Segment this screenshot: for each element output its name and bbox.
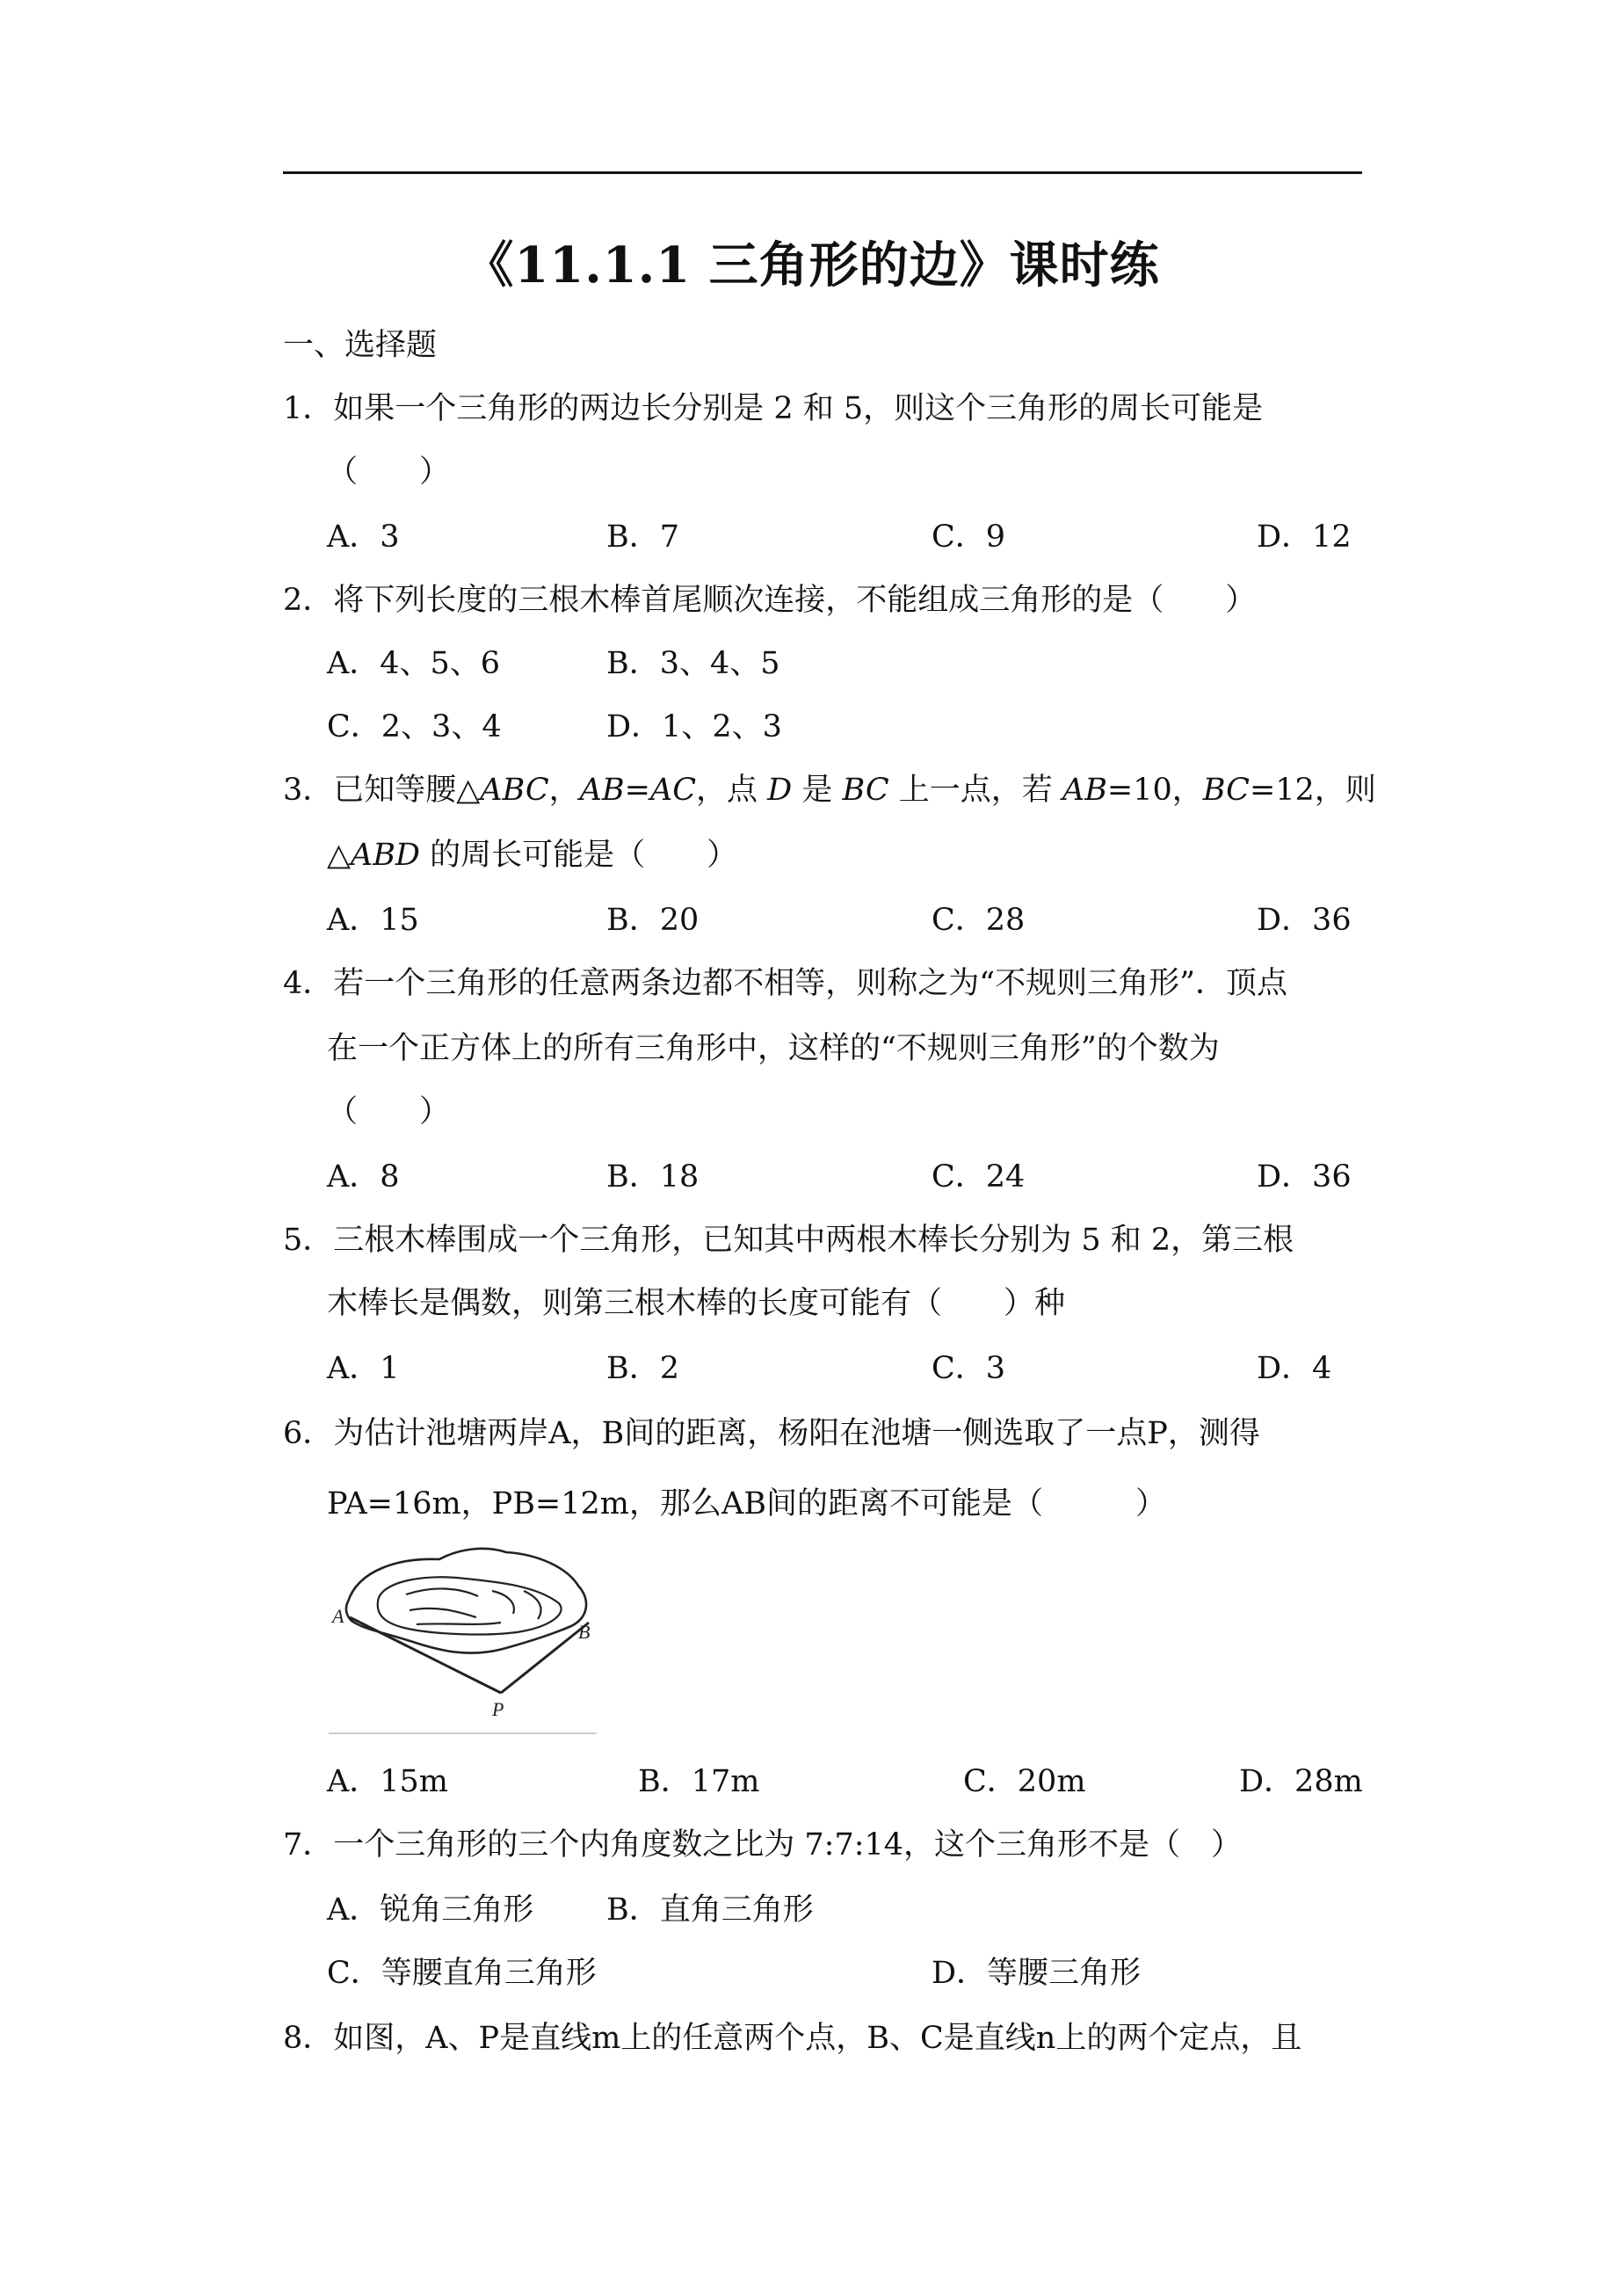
label-b: B — [578, 1621, 591, 1643]
q6-option-c: C．20m — [963, 1764, 1086, 1799]
q4-option-a: A．8 — [327, 1159, 400, 1195]
pond-wave-4 — [492, 1591, 514, 1614]
q2-stem: 2．将下列长度的三根木棒首尾顺次连接，不能组成三角形的是（ ） — [283, 583, 1257, 618]
page-title: 《11.1.1 三角形的边》课时练 — [464, 236, 1160, 294]
q6-stem-line2: PA=16m，PB=12m，那么AB间的距离不可能是（ ） — [327, 1486, 1166, 1522]
q7-stem: 7．一个三角形的三个内角度数之比为 7:7:14，这个三角形不是（ ） — [283, 1827, 1243, 1863]
q3-stem-line2: △ABD 的周长可能是（ ） — [327, 838, 738, 873]
q1-answer-paren: （ ） — [327, 454, 451, 490]
q3-stem-line1: 3．已知等腰△ABC，AB=AC，点 D 是 BC 上一点，若 AB=10，BC=12，则 — [283, 773, 1376, 808]
label-p: P — [492, 1698, 504, 1720]
q7-option-d: D．等腰三角形 — [932, 1956, 1142, 1991]
q3-option-b: B．20 — [606, 903, 700, 938]
q5-stem-line1: 5．三根木棒围成一个三角形，已知其中两根木棒长分别为 5 和 2，第三根 — [283, 1223, 1294, 1258]
pond-wave-3 — [417, 1623, 501, 1624]
q5-option-a: A．1 — [327, 1351, 400, 1386]
q6-stem-line1: 6．为估计池塘两岸A，B间的距离，杨阳在池塘一侧选取了一点P，测得 — [283, 1416, 1260, 1451]
q4-option-c: C．24 — [932, 1159, 1026, 1195]
pond-wave-2 — [410, 1609, 476, 1617]
q2-option-b: B．3、4、5 — [606, 646, 780, 681]
q1-option-a: A．3 — [327, 519, 400, 555]
q4-option-b: B．18 — [606, 1159, 700, 1195]
q2-option-d: D．1、2、3 — [606, 709, 782, 744]
q3-option-a: A．15 — [327, 903, 419, 938]
q4-option-d: D．36 — [1257, 1159, 1352, 1195]
q1-option-d: D．12 — [1257, 519, 1352, 555]
q6-option-d: D．28m — [1239, 1764, 1363, 1799]
q5-stem-line2: 木棒长是偶数，则第三根木棒的长度可能有（ ）种 — [327, 1286, 1066, 1321]
q5-option-b: B．2 — [606, 1351, 679, 1386]
label-a: A — [332, 1605, 344, 1627]
pond-wave-1 — [406, 1588, 478, 1596]
header-rule — [283, 171, 1362, 174]
q3-option-c: C．28 — [932, 903, 1026, 938]
q7-option-c: C．等腰直角三角形 — [327, 1956, 597, 1991]
q5-option-c: C．3 — [932, 1351, 1006, 1386]
pond-figure — [329, 1540, 601, 1742]
q1-stem: 1．如果一个三角形的两边长分别是 2 和 5，则这个三角形的周长可能是 — [283, 391, 1264, 426]
q3-option-d: D．36 — [1257, 903, 1352, 938]
q2-option-a: A．4、5、6 — [327, 646, 501, 681]
pond-wave-5 — [524, 1591, 540, 1619]
q7-option-a: A．锐角三角形 — [327, 1892, 534, 1928]
q4-answer-paren: （ ） — [327, 1094, 451, 1129]
q7-option-b: B．直角三角形 — [606, 1892, 814, 1928]
pond-outline — [346, 1549, 586, 1653]
segment-pa — [350, 1617, 501, 1693]
q1-option-c: C．9 — [932, 519, 1006, 555]
q8-stem: 8．如图，A、P是直线m上的任意两个点，B、C是直线n上的两个定点，且 — [283, 2021, 1302, 2056]
q4-stem-line2: 在一个正方体上的所有三角形中，这样的“不规则三角形”的个数为 — [327, 1031, 1220, 1066]
q4-stem-line1: 4．若一个三角形的任意两条边都不相等，则称之为“不规则三角形”．顶点 — [283, 966, 1288, 1001]
q6-option-b: B．17m — [638, 1764, 760, 1799]
section-heading: 一、选择题 — [283, 328, 438, 363]
q2-option-c: C．2、3、4 — [327, 709, 502, 744]
q6-option-a: A．15m — [327, 1764, 449, 1799]
q1-option-b: B．7 — [606, 519, 679, 555]
q5-option-d: D．4 — [1257, 1351, 1332, 1386]
pond-inner-ring — [378, 1577, 562, 1634]
